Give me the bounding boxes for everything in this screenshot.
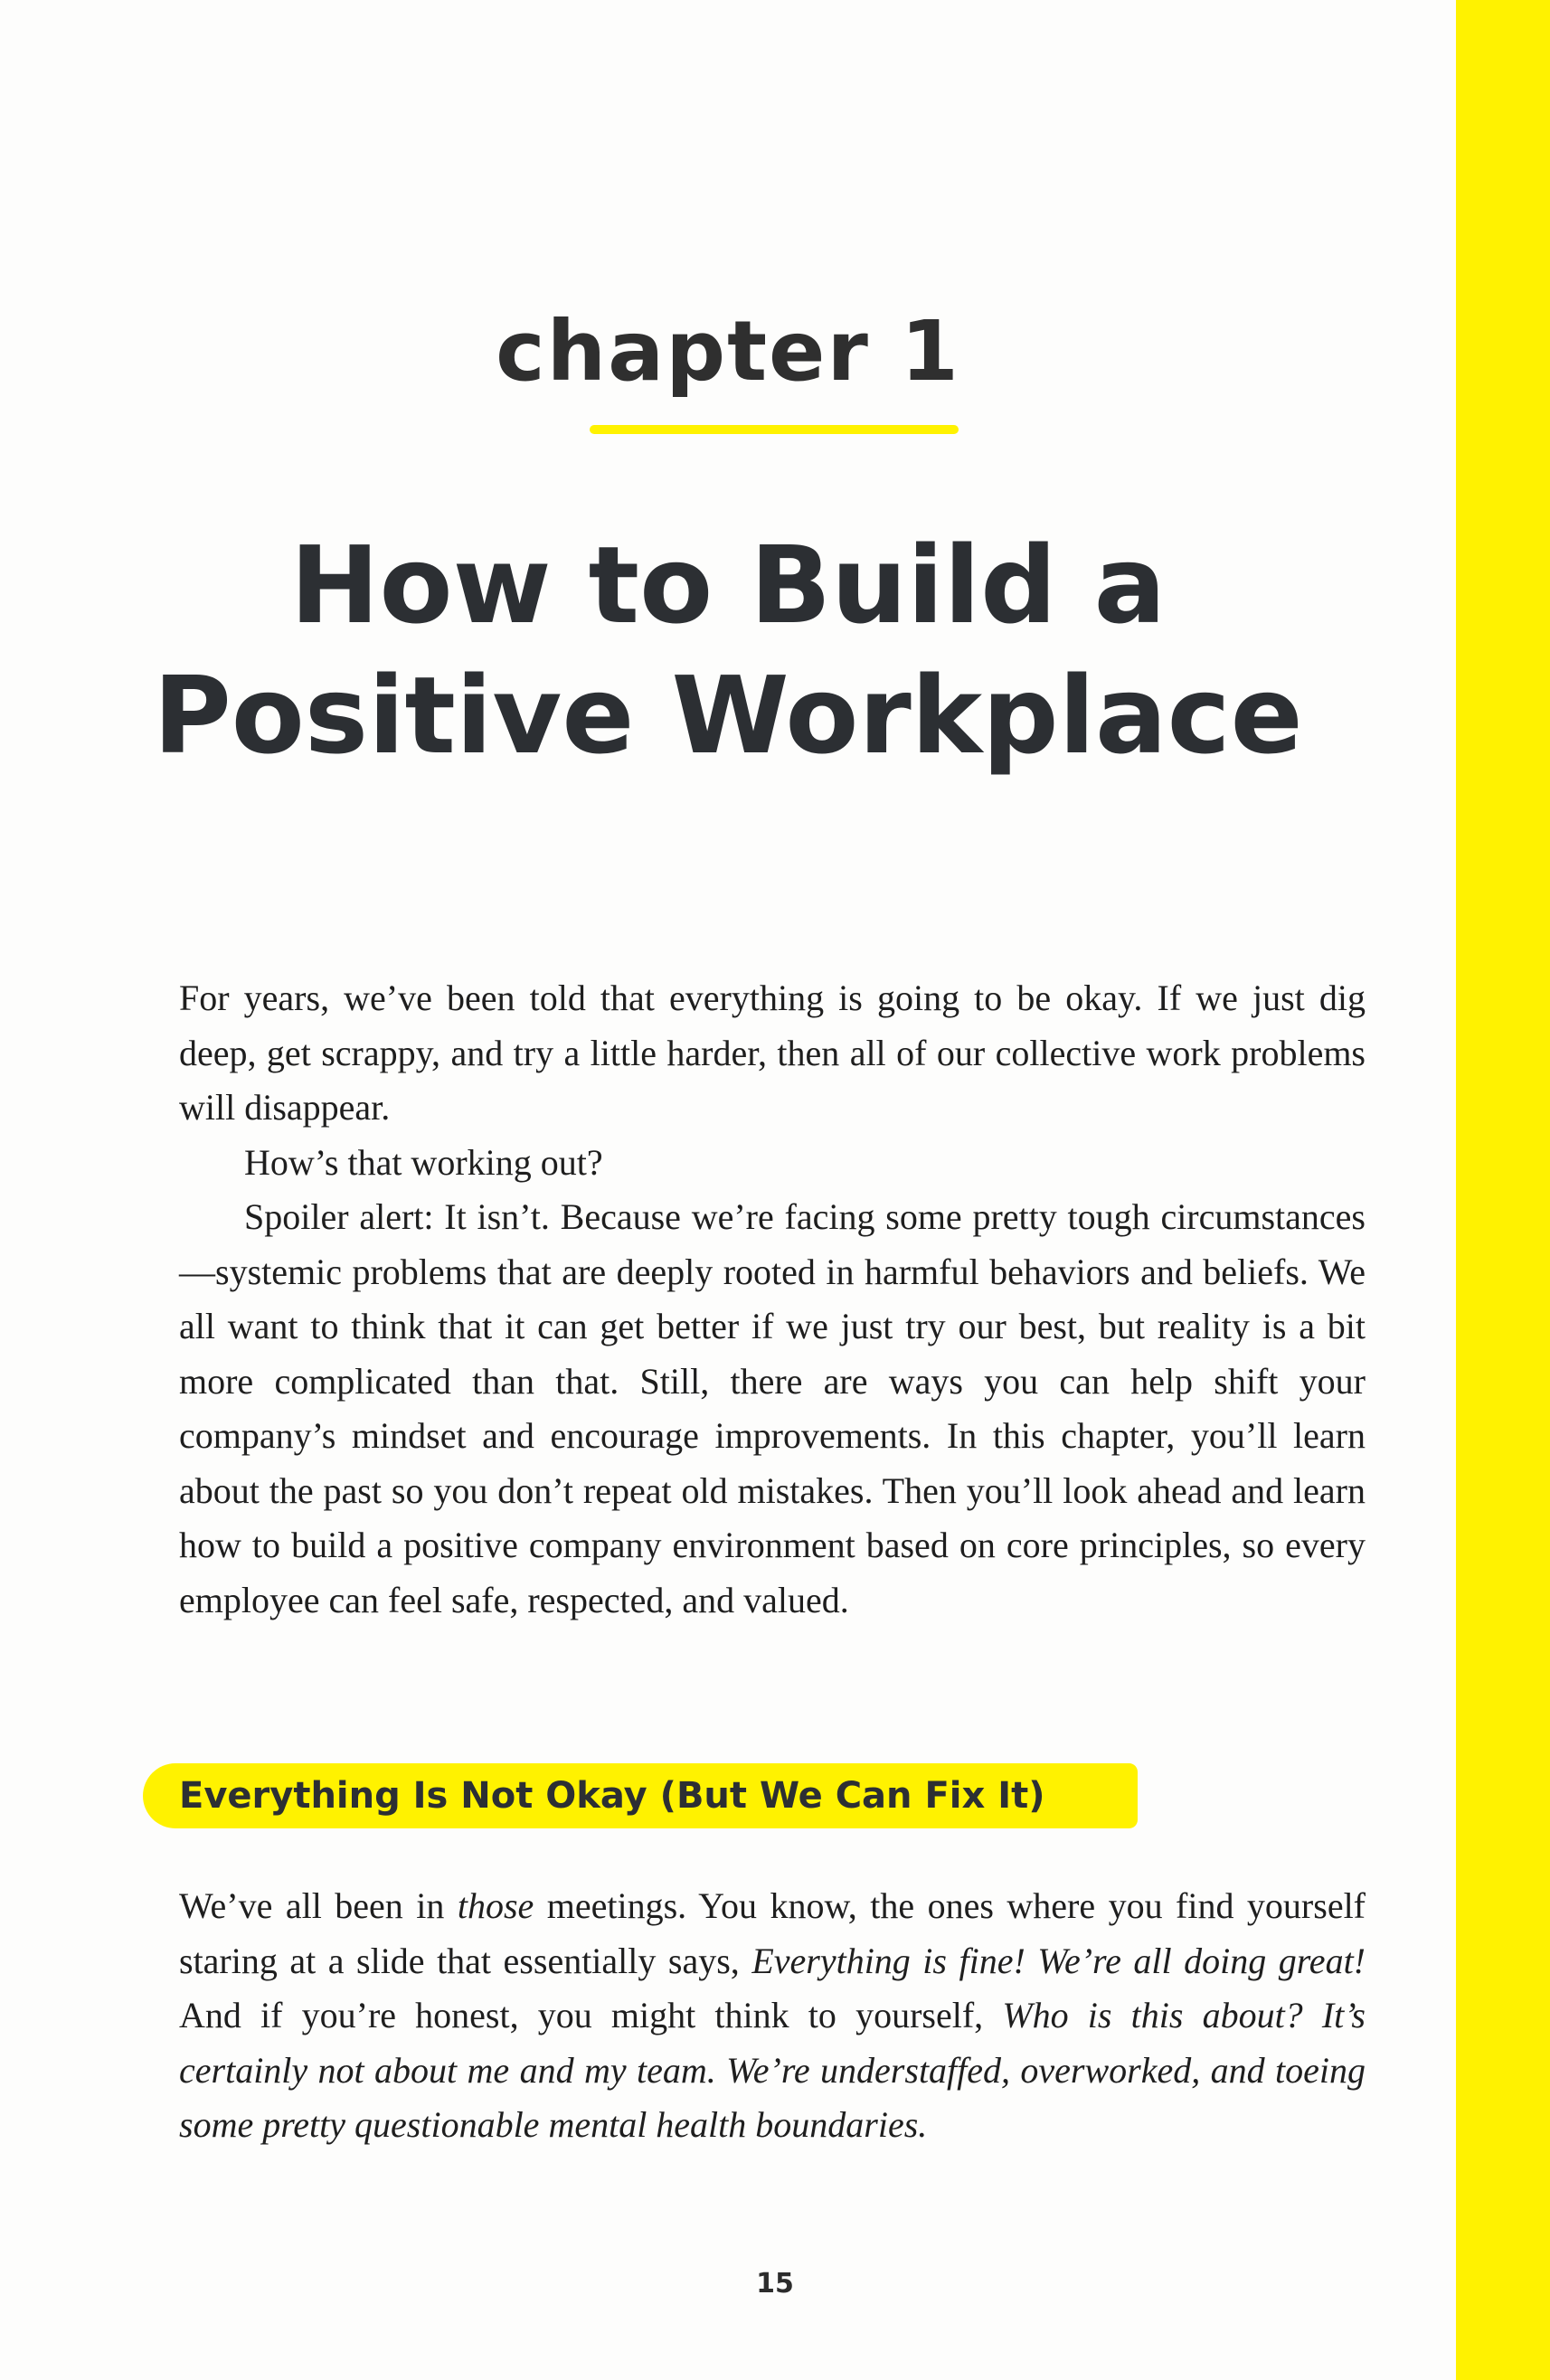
chapter-title-line-1: How to Build a [289, 523, 1167, 647]
chapter-title [0, 520, 1456, 780]
intro-text [179, 971, 1366, 1628]
chapter-underline [590, 425, 959, 434]
intro-paragraph-1: For years, we’ve been told that everything is going to be okay. If we just dig deep, get scrappy, and try a little harder, then all of our collective work problems will disappear. [179, 978, 1366, 1128]
text-run: And if you’re honest, you might think to yourself, [179, 1995, 1003, 2035]
chapter-title-line-2: Positive Workplace [153, 653, 1303, 778]
italic-run: those [457, 1885, 534, 1926]
section-paragraph-1 [179, 1879, 1366, 2153]
section-text [179, 1879, 1366, 2153]
italic-run: Everything is fine! We’re all doing great! [751, 1940, 1366, 1981]
intro-paragraph-3: Spoiler alert: It isn’t. Because we’re facing some pretty tough circumstances—systemic problems that are deeply rooted in harmful behaviors and beliefs. We all want to think that it can get better if we just try our best, but reality is a bit more complicated than that. Still, there are ways you can help shift your company’s mindset and encourage improvements. In this chapter, you’ll learn about the past so you don’t repeat old mistakes. Then you’ll look ahead and learn how to build a positive company environment based on core principles, so every employee can feel safe, respected, and valued. [179, 1196, 1366, 1620]
page-number: 15 [756, 2268, 794, 2300]
section-heading: Everything Is Not Okay (But We Can Fix It) [179, 1775, 1045, 1817]
italic-run: Who is this about? It’s certainly not about me and my team. We’re understaffed, overworked, and toeing some pretty questionable mental health boundaries. [179, 1995, 1366, 2145]
text-run: meetings. You know, the ones where you find yourself staring at a slide that essentially says, [179, 1885, 1366, 1981]
intro-paragraph-2: How’s that working out? [244, 1141, 603, 1183]
text-run: We’ve all been in [179, 1885, 458, 1926]
chapter-label: chapter 1 [496, 303, 960, 400]
yellow-edge-strip [1456, 0, 1550, 2380]
